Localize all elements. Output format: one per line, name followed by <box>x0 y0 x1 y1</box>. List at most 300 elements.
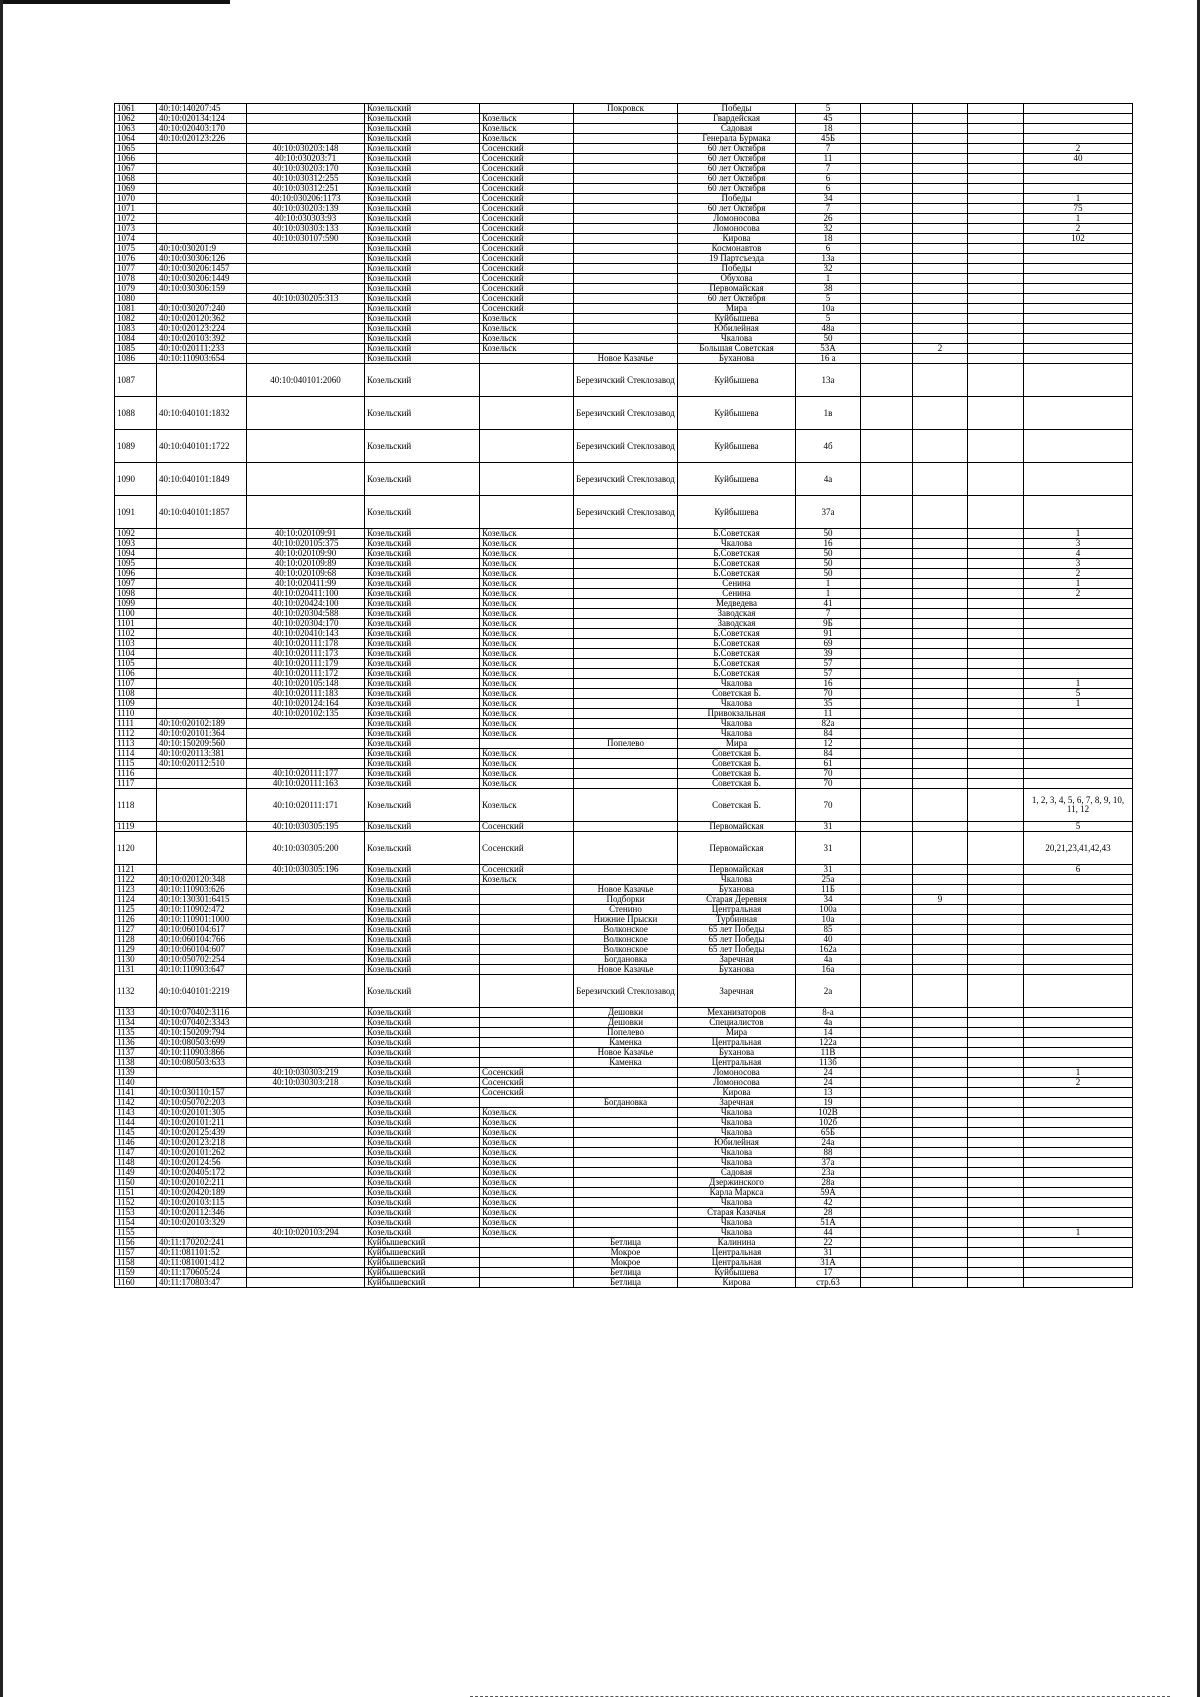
cadastral-number-b-cell <box>247 875 365 885</box>
house-number-cell: 45Б <box>796 134 861 144</box>
table-row <box>115 769 1133 779</box>
house-number-cell: 31 <box>796 1248 861 1258</box>
row-number-cell: 1089 <box>115 430 157 463</box>
district-cell: Козельский <box>365 174 480 184</box>
scan-edge-left <box>0 0 3 1697</box>
apartment-cell: 2 <box>1024 589 1133 599</box>
settlement-village-cell <box>574 779 678 789</box>
cadastral-number-a-cell <box>157 629 247 639</box>
district-cell: Козельский <box>365 430 480 463</box>
structure-cell <box>968 1168 1024 1178</box>
settlement-village-cell <box>574 639 678 649</box>
row-number-cell: 1088 <box>115 397 157 430</box>
building-cell <box>861 314 913 324</box>
row-number-cell: 1092 <box>115 529 157 539</box>
structure-cell <box>968 549 1024 559</box>
cadastral-number-b-cell: 40:10:020103:294 <box>247 1228 365 1238</box>
cadastral-number-a-cell: 40:11:170605:24 <box>157 1268 247 1278</box>
building-cell <box>861 549 913 559</box>
corpus-cell <box>913 1048 968 1058</box>
cadastral-number-a-cell: 40:11:081001:412 <box>157 1258 247 1268</box>
street-cell: Заречная <box>678 975 796 1008</box>
settlement-town-cell: Сосенский <box>480 194 574 204</box>
apartment-cell <box>1024 364 1133 397</box>
table-row <box>115 274 1133 284</box>
table-row <box>115 1068 1133 1078</box>
district-cell: Козельский <box>365 1188 480 1198</box>
row-number-cell: 1069 <box>115 184 157 194</box>
cadastral-number-a-cell <box>157 649 247 659</box>
settlement-town-cell: Козельск <box>480 539 574 549</box>
street-cell: 65 лет Победы <box>678 935 796 945</box>
house-number-cell: 22 <box>796 1238 861 1248</box>
cadastral-number-a-cell: 40:11:170202:241 <box>157 1238 247 1248</box>
row-number-cell: 1122 <box>115 875 157 885</box>
corpus-cell <box>913 1198 968 1208</box>
house-number-cell: 16 а <box>796 354 861 364</box>
building-cell <box>861 1068 913 1078</box>
structure-cell <box>968 1278 1024 1288</box>
street-cell: Ломоносова <box>678 224 796 234</box>
apartment-cell <box>1024 134 1133 144</box>
district-cell: Козельский <box>365 975 480 1008</box>
settlement-town-cell <box>480 104 574 114</box>
cadastral-number-b-cell <box>247 284 365 294</box>
structure-cell <box>968 1098 1024 1108</box>
corpus-cell <box>913 1248 968 1258</box>
settlement-town-cell <box>480 1058 574 1068</box>
row-number-cell: 1071 <box>115 204 157 214</box>
apartment-cell <box>1024 1178 1133 1188</box>
building-cell <box>861 364 913 397</box>
building-cell <box>861 304 913 314</box>
district-cell: Козельский <box>365 1158 480 1168</box>
row-number-cell: 1157 <box>115 1248 157 1258</box>
corpus-cell <box>913 1108 968 1118</box>
house-number-cell: 16 <box>796 679 861 689</box>
building-cell <box>861 895 913 905</box>
apartment-cell <box>1024 244 1133 254</box>
house-number-cell: 113б <box>796 1058 861 1068</box>
settlement-town-cell <box>480 1268 574 1278</box>
district-cell: Козельский <box>365 397 480 430</box>
corpus-cell <box>913 274 968 284</box>
street-cell: Б.Советская <box>678 639 796 649</box>
building-cell <box>861 334 913 344</box>
house-number-cell: 59А <box>796 1188 861 1198</box>
settlement-village-cell <box>574 875 678 885</box>
settlement-town-cell: Козельск <box>480 1108 574 1118</box>
cadastral-number-a-cell: 40:10:110903:647 <box>157 965 247 975</box>
apartment-cell <box>1024 1148 1133 1158</box>
row-number-cell: 1148 <box>115 1158 157 1168</box>
settlement-town-cell: Козельск <box>480 314 574 324</box>
building-cell <box>861 244 913 254</box>
apartment-cell <box>1024 895 1133 905</box>
cadastral-number-a-cell <box>157 865 247 875</box>
settlement-town-cell: Сосенский <box>480 822 574 832</box>
cadastral-number-b-cell <box>247 1208 365 1218</box>
cadastral-number-a-cell: 40:10:020101:364 <box>157 729 247 739</box>
cadastral-number-a-cell <box>157 699 247 709</box>
settlement-town-cell <box>480 885 574 895</box>
settlement-town-cell: Сосенский <box>480 204 574 214</box>
building-cell <box>861 529 913 539</box>
row-number-cell: 1111 <box>115 719 157 729</box>
row-number-cell: 1160 <box>115 1278 157 1288</box>
house-number-cell: 26 <box>796 214 861 224</box>
row-number-cell: 1134 <box>115 1018 157 1028</box>
cadastral-number-b-cell: 40:10:020102:135 <box>247 709 365 719</box>
building-cell <box>861 729 913 739</box>
structure-cell <box>968 304 1024 314</box>
apartment-cell <box>1024 1168 1133 1178</box>
cadastral-number-a-cell <box>157 679 247 689</box>
building-cell <box>861 324 913 334</box>
street-cell: Чкалова <box>678 1108 796 1118</box>
cadastral-number-b-cell: 40:10:030206:1173 <box>247 194 365 204</box>
apartment-cell: 1 <box>1024 1228 1133 1238</box>
building-cell <box>861 264 913 274</box>
apartment-cell: 5 <box>1024 689 1133 699</box>
apartment-cell <box>1024 496 1133 529</box>
structure-cell <box>968 354 1024 364</box>
settlement-village-cell: Волконское <box>574 945 678 955</box>
corpus-cell: 2 <box>913 344 968 354</box>
row-number-cell: 1150 <box>115 1178 157 1188</box>
cadastral-number-a-cell <box>157 184 247 194</box>
table-row <box>115 463 1133 496</box>
settlement-town-cell <box>480 975 574 1008</box>
cadastral-number-b-cell <box>247 1108 365 1118</box>
apartment-cell <box>1024 1008 1133 1018</box>
building-cell <box>861 114 913 124</box>
cadastral-number-b-cell <box>247 430 365 463</box>
structure-cell <box>968 679 1024 689</box>
building-cell <box>861 569 913 579</box>
corpus-cell <box>913 609 968 619</box>
table-row <box>115 895 1133 905</box>
street-cell: 19 Партсъезда <box>678 254 796 264</box>
row-number-cell: 1139 <box>115 1068 157 1078</box>
cadastral-number-b-cell: 40:10:020411:100 <box>247 589 365 599</box>
cadastral-number-a-cell: 40:10:110903:654 <box>157 354 247 364</box>
house-number-cell: 1 <box>796 274 861 284</box>
apartment-cell <box>1024 1128 1133 1138</box>
district-cell: Козельский <box>365 669 480 679</box>
row-number-cell: 1075 <box>115 244 157 254</box>
cadastral-number-a-cell <box>157 589 247 599</box>
cadastral-number-a-cell: 40:10:110903:866 <box>157 1048 247 1058</box>
street-cell: Б.Советская <box>678 529 796 539</box>
apartment-cell <box>1024 1218 1133 1228</box>
cadastral-number-b-cell <box>247 925 365 935</box>
street-cell: Центральная <box>678 905 796 915</box>
row-number-cell: 1136 <box>115 1038 157 1048</box>
settlement-village-cell <box>574 1138 678 1148</box>
house-number-cell: 5 <box>796 294 861 304</box>
table-row <box>115 559 1133 569</box>
settlement-village-cell <box>574 114 678 124</box>
structure-cell <box>968 609 1024 619</box>
cadastral-number-a-cell: 40:10:060104:617 <box>157 925 247 935</box>
building-cell <box>861 1268 913 1278</box>
apartment-cell: 5 <box>1024 822 1133 832</box>
table-row <box>115 579 1133 589</box>
table-row <box>115 945 1133 955</box>
table-row <box>115 1118 1133 1128</box>
cadastral-number-a-cell <box>157 789 247 822</box>
building-cell <box>861 354 913 364</box>
table-row <box>115 1008 1133 1018</box>
street-cell: Первомайская <box>678 865 796 875</box>
building-cell <box>861 1098 913 1108</box>
district-cell: Куйбышевский <box>365 1278 480 1288</box>
cadastral-number-b-cell: 40:10:020105:148 <box>247 679 365 689</box>
cadastral-number-b-cell <box>247 134 365 144</box>
district-cell: Козельский <box>365 1018 480 1028</box>
cadastral-number-b-cell: 40:10:020111:177 <box>247 769 365 779</box>
district-cell: Козельский <box>365 164 480 174</box>
table-row <box>115 639 1133 649</box>
settlement-town-cell: Сосенский <box>480 1068 574 1078</box>
district-cell: Козельский <box>365 1108 480 1118</box>
row-number-cell: 1132 <box>115 975 157 1008</box>
street-cell: Буханова <box>678 885 796 895</box>
table-row <box>115 885 1133 895</box>
street-cell: Чкалова <box>678 1158 796 1168</box>
house-number-cell: 35 <box>796 699 861 709</box>
cadastral-number-b-cell <box>247 1168 365 1178</box>
settlement-town-cell: Сосенский <box>480 184 574 194</box>
house-number-cell: 13а <box>796 364 861 397</box>
row-number-cell: 1081 <box>115 304 157 314</box>
street-cell: Центральная <box>678 1258 796 1268</box>
structure-cell <box>968 224 1024 234</box>
settlement-town-cell: Козельск <box>480 344 574 354</box>
building-cell <box>861 699 913 709</box>
street-cell: 65 лет Победы <box>678 925 796 935</box>
building-cell <box>861 589 913 599</box>
settlement-town-cell: Сосенский <box>480 1088 574 1098</box>
district-cell: Козельский <box>365 875 480 885</box>
district-cell: Козельский <box>365 759 480 769</box>
settlement-town-cell <box>480 895 574 905</box>
cadastral-number-a-cell: 40:10:030207:240 <box>157 304 247 314</box>
structure-cell <box>968 294 1024 304</box>
corpus-cell <box>913 579 968 589</box>
row-number-cell: 1133 <box>115 1008 157 1018</box>
cadastral-number-a-cell <box>157 294 247 304</box>
building-cell <box>861 234 913 244</box>
settlement-town-cell: Козельск <box>480 1178 574 1188</box>
apartment-cell: 75 <box>1024 204 1133 214</box>
row-number-cell: 1097 <box>115 579 157 589</box>
district-cell: Козельский <box>365 184 480 194</box>
district-cell: Козельский <box>365 1008 480 1018</box>
cadastral-number-b-cell <box>247 344 365 354</box>
settlement-town-cell: Козельск <box>480 134 574 144</box>
corpus-cell <box>913 749 968 759</box>
structure-cell <box>968 779 1024 789</box>
structure-cell <box>968 264 1024 274</box>
structure-cell <box>968 659 1024 669</box>
apartment-cell <box>1024 749 1133 759</box>
apartment-cell: 1 <box>1024 1068 1133 1078</box>
settlement-village-cell <box>574 559 678 569</box>
apartment-cell <box>1024 284 1133 294</box>
district-cell: Куйбышевский <box>365 1238 480 1248</box>
building-cell <box>861 194 913 204</box>
apartment-cell <box>1024 779 1133 789</box>
apartment-cell <box>1024 1088 1133 1098</box>
settlement-town-cell: Козельск <box>480 709 574 719</box>
building-cell <box>861 274 913 284</box>
structure-cell <box>968 1218 1024 1228</box>
apartment-cell: 102 <box>1024 234 1133 244</box>
apartment-cell <box>1024 639 1133 649</box>
street-cell: Советская Б. <box>678 759 796 769</box>
apartment-cell <box>1024 174 1133 184</box>
house-number-cell: 50 <box>796 334 861 344</box>
apartment-cell: 20,21,23,41,42,43 <box>1024 832 1133 865</box>
row-number-cell: 1086 <box>115 354 157 364</box>
house-number-cell: 7 <box>796 164 861 174</box>
cadastral-number-b-cell <box>247 1018 365 1028</box>
structure-cell <box>968 1238 1024 1248</box>
street-cell: Центральная <box>678 1038 796 1048</box>
table-row <box>115 549 1133 559</box>
settlement-village-cell <box>574 629 678 639</box>
settlement-village-cell <box>574 194 678 204</box>
structure-cell <box>968 822 1024 832</box>
settlement-town-cell: Сосенский <box>480 234 574 244</box>
building-cell <box>861 965 913 975</box>
district-cell: Козельский <box>365 204 480 214</box>
street-cell: Садовая <box>678 124 796 134</box>
corpus-cell <box>913 1068 968 1078</box>
row-number-cell: 1096 <box>115 569 157 579</box>
cadastral-number-b-cell <box>247 759 365 769</box>
district-cell: Козельский <box>365 832 480 865</box>
structure-cell <box>968 789 1024 822</box>
house-number-cell: 45 <box>796 114 861 124</box>
district-cell: Козельский <box>365 539 480 549</box>
district-cell: Козельский <box>365 354 480 364</box>
cadastral-number-b-cell <box>247 1258 365 1268</box>
house-number-cell: 1 <box>796 589 861 599</box>
district-cell: Козельский <box>365 945 480 955</box>
building-cell <box>861 822 913 832</box>
settlement-town-cell <box>480 1098 574 1108</box>
structure-cell <box>968 463 1024 496</box>
settlement-village-cell: Подборки <box>574 895 678 905</box>
structure-cell <box>968 364 1024 397</box>
cadastral-number-a-cell: 40:10:020103:392 <box>157 334 247 344</box>
settlement-village-cell <box>574 314 678 324</box>
cadastral-number-b-cell <box>247 1008 365 1018</box>
street-cell: Чкалова <box>678 1148 796 1158</box>
corpus-cell <box>913 154 968 164</box>
table-row <box>115 234 1133 244</box>
street-cell: Калинина <box>678 1238 796 1248</box>
building-cell <box>861 1058 913 1068</box>
cadastral-number-b-cell <box>247 114 365 124</box>
cadastral-number-a-cell <box>157 1068 247 1078</box>
row-number-cell: 1102 <box>115 629 157 639</box>
table-row <box>115 935 1133 945</box>
building-cell <box>861 779 913 789</box>
cadastral-number-b-cell <box>247 945 365 955</box>
apartment-cell <box>1024 1278 1133 1288</box>
structure-cell <box>968 114 1024 124</box>
settlement-village-cell <box>574 324 678 334</box>
row-number-cell: 1115 <box>115 759 157 769</box>
cadastral-number-b-cell: 40:10:020109:68 <box>247 569 365 579</box>
building-cell <box>861 224 913 234</box>
table-row <box>115 1108 1133 1118</box>
district-cell: Козельский <box>365 739 480 749</box>
settlement-town-cell <box>480 1008 574 1018</box>
structure-cell <box>968 284 1024 294</box>
apartment-cell <box>1024 875 1133 885</box>
building-cell <box>861 104 913 114</box>
district-cell: Козельский <box>365 214 480 224</box>
street-cell: Чкалова <box>678 539 796 549</box>
row-number-cell: 1123 <box>115 885 157 895</box>
cadastral-number-a-cell <box>157 569 247 579</box>
house-number-cell: 11Б <box>796 885 861 895</box>
structure-cell <box>968 1178 1024 1188</box>
house-number-cell: 42 <box>796 1198 861 1208</box>
building-cell <box>861 1198 913 1208</box>
corpus-cell <box>913 1128 968 1138</box>
district-cell: Козельский <box>365 549 480 559</box>
table-row <box>115 124 1133 134</box>
district-cell: Козельский <box>365 144 480 154</box>
table-row <box>115 689 1133 699</box>
cadastral-number-a-cell <box>157 204 247 214</box>
structure-cell <box>968 164 1024 174</box>
structure-cell <box>968 895 1024 905</box>
cadastral-number-b-cell <box>247 1038 365 1048</box>
street-cell: Кирова <box>678 234 796 244</box>
corpus-cell <box>913 1278 968 1288</box>
district-cell: Козельский <box>365 885 480 895</box>
cadastral-number-b-cell <box>247 324 365 334</box>
corpus-cell <box>913 739 968 749</box>
district-cell: Козельский <box>365 559 480 569</box>
house-number-cell: 28 <box>796 1208 861 1218</box>
cadastral-number-b-cell <box>247 915 365 925</box>
district-cell: Козельский <box>365 779 480 789</box>
structure-cell <box>968 629 1024 639</box>
settlement-village-cell: Нижние Прыски <box>574 915 678 925</box>
settlement-village-cell: Березичский Стеклозавод <box>574 463 678 496</box>
structure-cell <box>968 759 1024 769</box>
street-cell: Карла Маркса <box>678 1188 796 1198</box>
settlement-village-cell <box>574 284 678 294</box>
building-cell <box>861 254 913 264</box>
cadastral-number-a-cell: 40:10:020123:226 <box>157 134 247 144</box>
cadastral-number-b-cell <box>247 1158 365 1168</box>
street-cell: Гвардейская <box>678 114 796 124</box>
house-number-cell: 65Б <box>796 1128 861 1138</box>
building-cell <box>861 463 913 496</box>
corpus-cell <box>913 689 968 699</box>
cadastral-number-a-cell: 40:10:020101:211 <box>157 1118 247 1128</box>
settlement-village-cell <box>574 789 678 822</box>
